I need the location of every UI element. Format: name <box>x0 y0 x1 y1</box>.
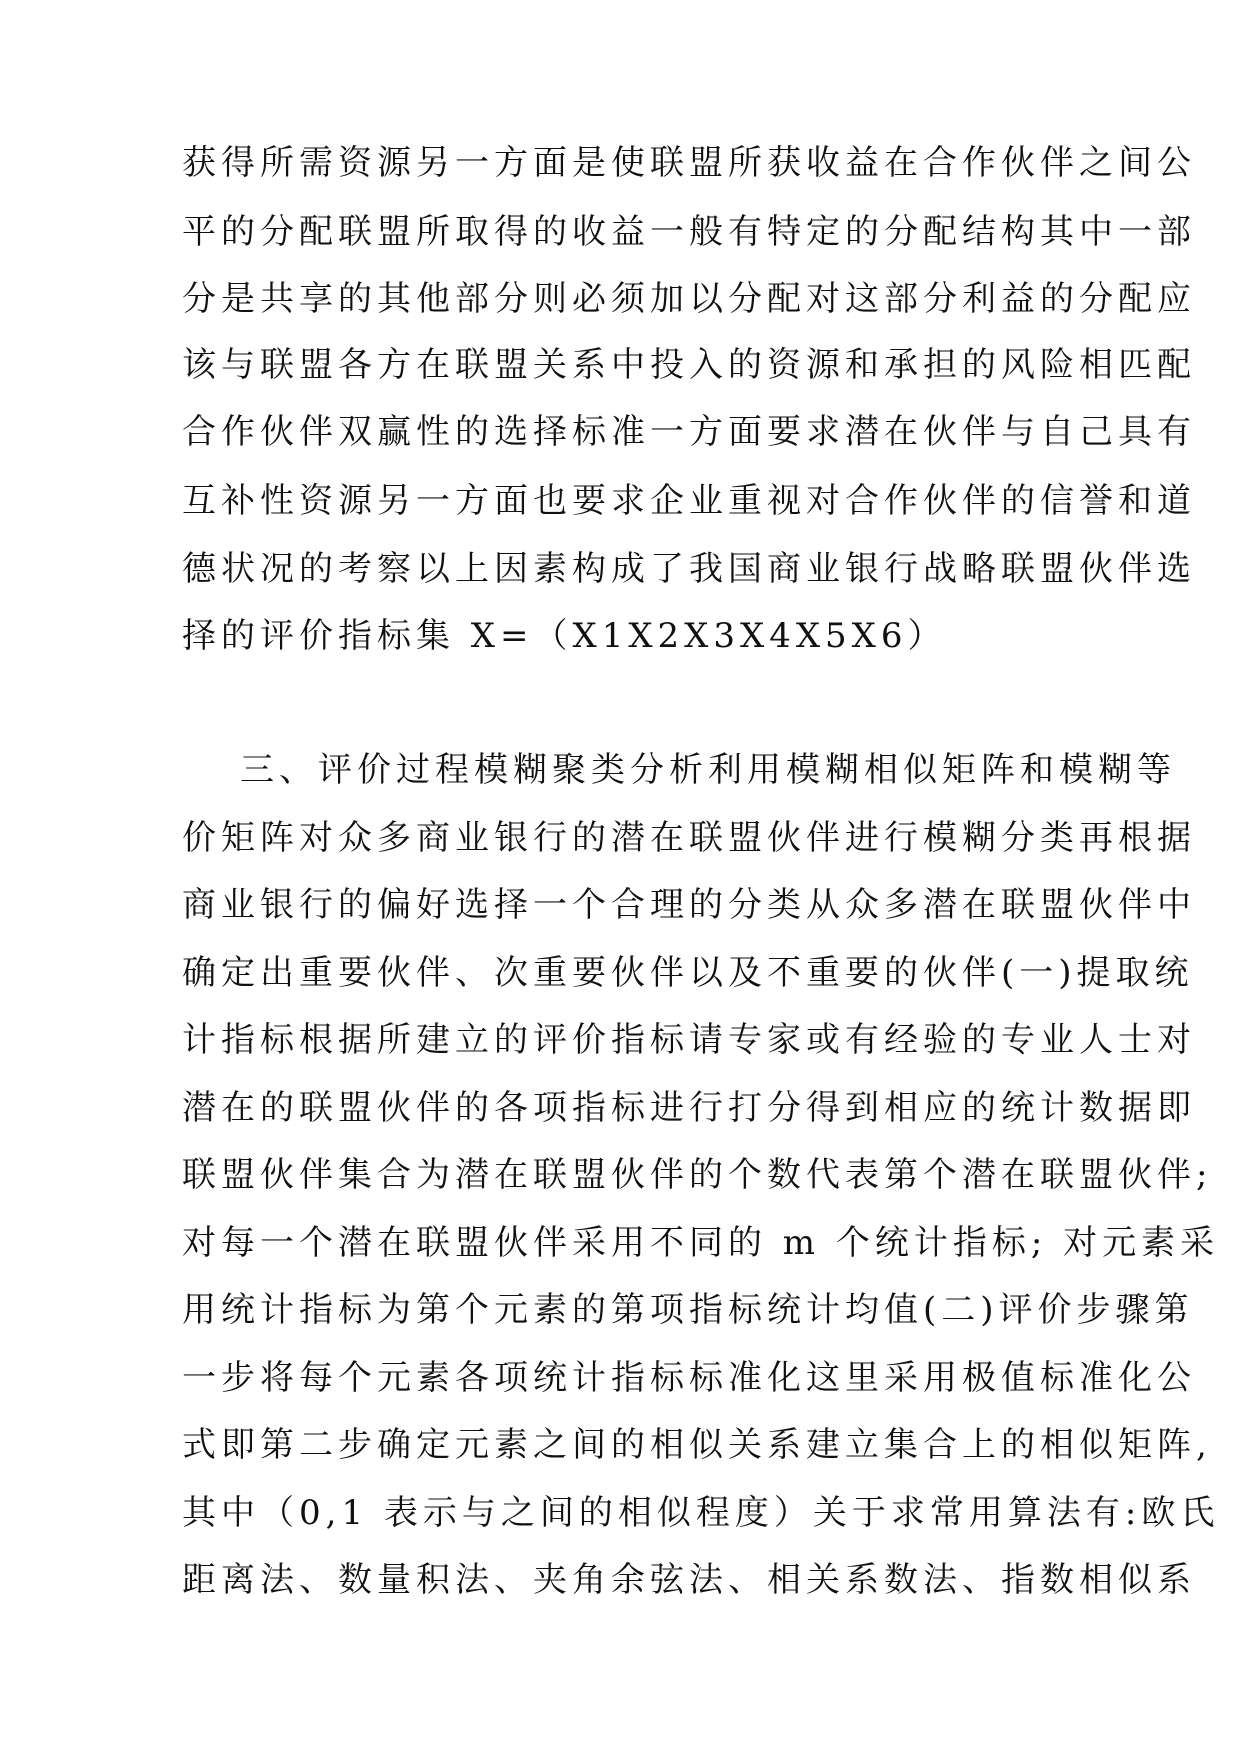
text-line: 确定出重要伙伴、次重要伙伴以及不重要的伙伴(一)提取统 <box>182 953 1194 993</box>
text-line: 计指标根据所建立的评价指标请专家或有经验的专业人士对 <box>182 1020 1196 1060</box>
text-line: 一步将每个元素各项统计指标标准化这里采用极值标准化公 <box>182 1358 1196 1398</box>
text-line: 用统计指标为第个元素的第项指标统计均值(二)评价步骤第 <box>182 1290 1194 1330</box>
text-line: 三、评价过程模糊聚类分析利用模糊相似矩阵和模糊等 <box>240 750 1176 790</box>
text-line: 距离法、数量积法、夹角余弦法、相关系数法、指数相似系 <box>182 1560 1196 1600</box>
text-line: 合作伙伴双赢性的选择标准一方面要求潜在伙伴与自己具有 <box>182 412 1196 452</box>
text-line: 潜在的联盟伙伴的各项指标进行打分得到相应的统计数据即 <box>182 1088 1196 1128</box>
text-line: 式即第二步确定元素之间的相似关系建立集合上的相似矩阵, <box>182 1425 1212 1465</box>
text-line: 商业银行的偏好选择一个合理的分类从众多潜在联盟伙伴中 <box>182 885 1196 925</box>
text-line: 德状况的考察以上因素构成了我国商业银行战略联盟伙伴选 <box>182 549 1196 589</box>
text-line: 获得所需资源另一方面是使联盟所获收益在合作伙伴之间公 <box>182 143 1196 183</box>
text-line: 价矩阵对众多商业银行的潜在联盟伙伴进行模糊分类再根据 <box>182 818 1196 858</box>
text-line: 分是共享的其他部分则必须加以分配对这部分利益的分配应 <box>182 279 1196 319</box>
text-line: 对每一个潜在联盟伙伴采用不同的 m 个统计指标; 对元素采 <box>182 1223 1220 1263</box>
text-line: 联盟伙伴集合为潜在联盟伙伴的个数代表第个潜在联盟伙伴; <box>182 1155 1213 1195</box>
text-line: 择的评价指标集 X=（X1X2X3X4X5X6） <box>182 616 947 656</box>
text-line: 互补性资源另一方面也要求企业重视对合作伙伴的信誉和道 <box>182 481 1196 521</box>
text-line: 该与联盟各方在联盟关系中投入的资源和承担的风险相匹配 <box>182 345 1196 385</box>
text-line: 平的分配联盟所取得的收益一般有特定的分配结构其中一部 <box>182 212 1196 252</box>
text-line: 其中（0,1 表示与之间的相似程度）关于求常用算法有:欧氏 <box>182 1493 1220 1533</box>
